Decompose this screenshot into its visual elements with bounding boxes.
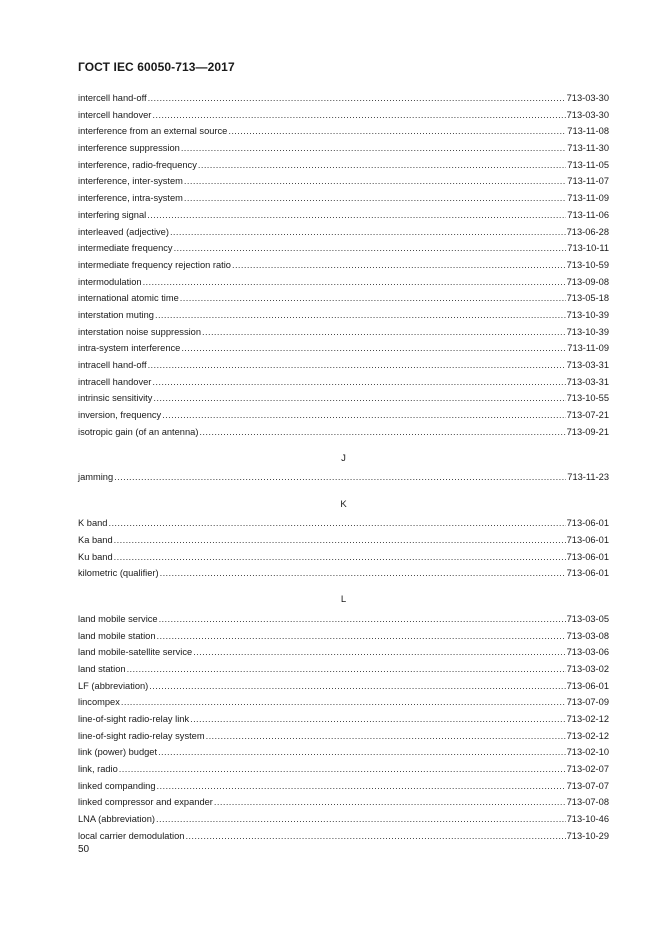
entry-reference: 713-10-11 [567,243,609,254]
entry-term: interference, inter-system [78,176,183,187]
index-entry [78,140,609,157]
entry-term: land mobile station [78,630,156,641]
dot-leader [127,661,566,678]
entry-reference: 713-11-07 [567,176,609,187]
entry-term: interleaved (adjective) [78,226,169,237]
entry-term: interstation muting [78,309,154,320]
dot-leader [143,274,566,291]
index-entry [78,324,609,341]
entry-term: link (power) budget [78,747,158,758]
dot-leader [148,357,566,374]
entry-term: intercell handover [78,109,152,120]
dot-leader [152,374,565,391]
entry-term: interference suppression [78,143,180,154]
entry-reference: 713-07-21 [566,410,609,421]
entry-reference: 713-10-55 [566,393,609,404]
entry-reference: 713-03-31 [566,376,609,387]
dot-leader [114,549,566,566]
dot-leader [180,290,566,307]
entry-term: LF (abbreviation) [78,680,149,691]
entry-reference: 713-11-23 [567,472,609,483]
index-entry [78,794,609,811]
entry-reference: 713-02-12 [566,730,609,741]
entry-reference: 713-11-08 [567,126,609,137]
dot-leader [119,761,566,778]
entry-term: jamming [78,472,114,483]
entry-term: LNA (abbreviation) [78,814,155,825]
dot-leader [156,811,566,828]
index-entry [78,157,609,174]
entry-reference: 713-10-46 [566,814,609,825]
entry-term: isotropic gain (of an antenna) [78,426,199,437]
entry-reference: 713-06-01 [566,534,609,545]
entry-term: line-of-sight radio-relay system [78,730,205,741]
index-entry [78,224,609,241]
section-letter: J [341,452,346,464]
index-entry [78,711,609,728]
dot-leader [206,728,566,745]
entry-term: link, radio [78,764,118,775]
entry-reference: 713-03-30 [566,109,609,120]
entry-term: land station [78,663,126,674]
entry-reference: 713-06-01 [566,568,609,579]
index-entry [78,123,609,140]
page-number: 50 [78,844,90,855]
dot-leader [174,240,567,257]
dot-leader [199,424,565,441]
entry-reference: 713-02-12 [566,714,609,724]
entry-reference: 713-09-08 [566,276,609,287]
entry-term: land mobile service [78,613,158,624]
dot-leader [232,257,566,274]
entry-term: lincompex [78,697,120,708]
dot-leader [184,173,566,190]
section-letter: L [340,594,347,606]
entry-reference: 713-07-08 [566,797,609,808]
index-entry [78,290,609,307]
index-entry [78,274,609,291]
index-entry [78,173,609,190]
dot-leader [185,828,565,845]
index-entry [78,728,609,745]
index-entry [78,828,609,845]
entry-reference: 713-07-09 [566,697,609,708]
dot-leader [193,644,565,661]
index-entry [78,694,609,711]
dot-leader [157,778,566,795]
index-entry [78,307,609,324]
entry-term: interfering signal [78,209,147,220]
entry-term: intermediate frequency rejection ratio [78,259,231,270]
entry-reference: 713-03-08 [566,630,609,641]
entry-term: interference, intra-system [78,193,183,204]
entry-reference: 713-03-06 [566,647,609,658]
entry-reference: 713-10-39 [566,309,609,320]
entry-term: intrinsic sensitivity [78,393,153,404]
index-entry [78,644,609,661]
dot-leader [159,611,566,628]
index-entry [78,549,609,566]
dot-leader [153,390,565,407]
entry-term: intracell hand-off [78,360,147,370]
entry-reference: 713-06-01 [566,518,609,529]
dot-leader [181,340,566,357]
index-entry [78,257,609,274]
entry-reference: 713-09-21 [566,426,609,437]
index-entry [78,778,609,795]
index-entry [78,340,609,357]
index-entry [78,107,609,124]
index-entry [78,90,609,107]
index-entry [78,515,609,532]
entry-term: Ka band [78,534,113,545]
entry-term: linked compressor and expander [78,797,213,808]
entry-reference: 713-10-59 [566,259,609,270]
dot-leader [148,90,566,107]
index-entry [78,532,609,549]
entry-reference: 713-07-07 [566,780,609,791]
index-entry [78,811,609,828]
entry-reference: 713-02-10 [566,747,609,758]
dot-leader [160,565,566,582]
entry-reference: 713-06-01 [566,551,609,562]
entry-reference: 713-06-28 [566,226,609,237]
dot-leader [184,190,566,207]
entry-reference: 713-06-01 [566,680,609,691]
dot-leader [108,515,565,532]
index-entry [78,240,609,257]
entry-term: kilometric (qualifier) [78,568,159,579]
entry-term: land mobile-satellite service [78,647,193,658]
dot-leader [114,469,566,486]
entry-reference: 713-03-30 [566,93,609,103]
entry-reference: 713-03-02 [566,663,609,674]
dot-leader [170,224,566,241]
dot-leader [198,157,566,174]
dot-leader [162,407,565,424]
entry-term: local carrier demodulation [78,830,185,841]
dot-leader [202,324,566,341]
index-entry [78,565,609,582]
entry-term: intra-system interference [78,343,181,354]
index-entry [78,190,609,207]
entry-reference: 713-05-18 [566,293,609,304]
entry-term: interference from an external source [78,126,228,137]
dot-leader [155,307,566,324]
dot-leader [152,107,565,124]
index-entry [78,357,609,374]
dot-leader [228,123,566,140]
entry-reference: 713-03-31 [566,360,609,370]
entry-reference: 713-10-29 [566,830,609,841]
index-entry [78,207,609,224]
dot-leader [190,711,566,728]
entry-reference: 713-11-06 [567,209,609,220]
entry-term: intermediate frequency [78,243,173,254]
entry-term: inversion, frequency [78,410,162,421]
dot-leader [147,207,566,224]
index-entry [78,761,609,778]
entry-reference: 713-11-09 [567,343,609,354]
index-entry [78,678,609,695]
entry-term: K band [78,518,108,529]
dot-leader [158,744,566,761]
entry-term: international atomic time [78,293,179,304]
index-entry [78,407,609,424]
index-entry [78,469,609,486]
index-entry [78,390,609,407]
index-entry [78,611,609,628]
dot-leader [181,140,566,157]
entry-term: intracell handover [78,376,152,387]
dot-leader [121,694,566,711]
index-entry [78,628,609,645]
index-entry [78,661,609,678]
entry-term: intercell hand-off [78,93,147,103]
dot-leader [157,628,566,645]
entry-reference: 713-02-07 [566,764,609,775]
index-entry [78,744,609,761]
term-index [78,90,609,845]
entry-reference: 713-10-39 [566,326,609,337]
entry-reference: 713-11-05 [567,159,609,170]
entry-reference: 713-11-09 [567,193,609,204]
index-entry [78,424,609,441]
entry-term: line-of-sight radio-relay link [78,714,190,724]
section-letter: K [340,498,347,510]
dot-leader [149,678,565,695]
entry-term: Ku band [78,551,113,562]
entry-term: linked companding [78,780,156,791]
entry-reference: 713-03-05 [566,613,609,624]
entry-reference: 713-11-30 [567,143,609,154]
document-title: ГОСТ IEC 60050-713—2017 [78,60,235,74]
index-entry [78,374,609,391]
entry-term: interference, radio-frequency [78,159,197,170]
dot-leader [114,532,566,549]
entry-term: interstation noise suppression [78,326,201,337]
dot-leader [214,794,566,811]
entry-term: intermodulation [78,276,142,287]
